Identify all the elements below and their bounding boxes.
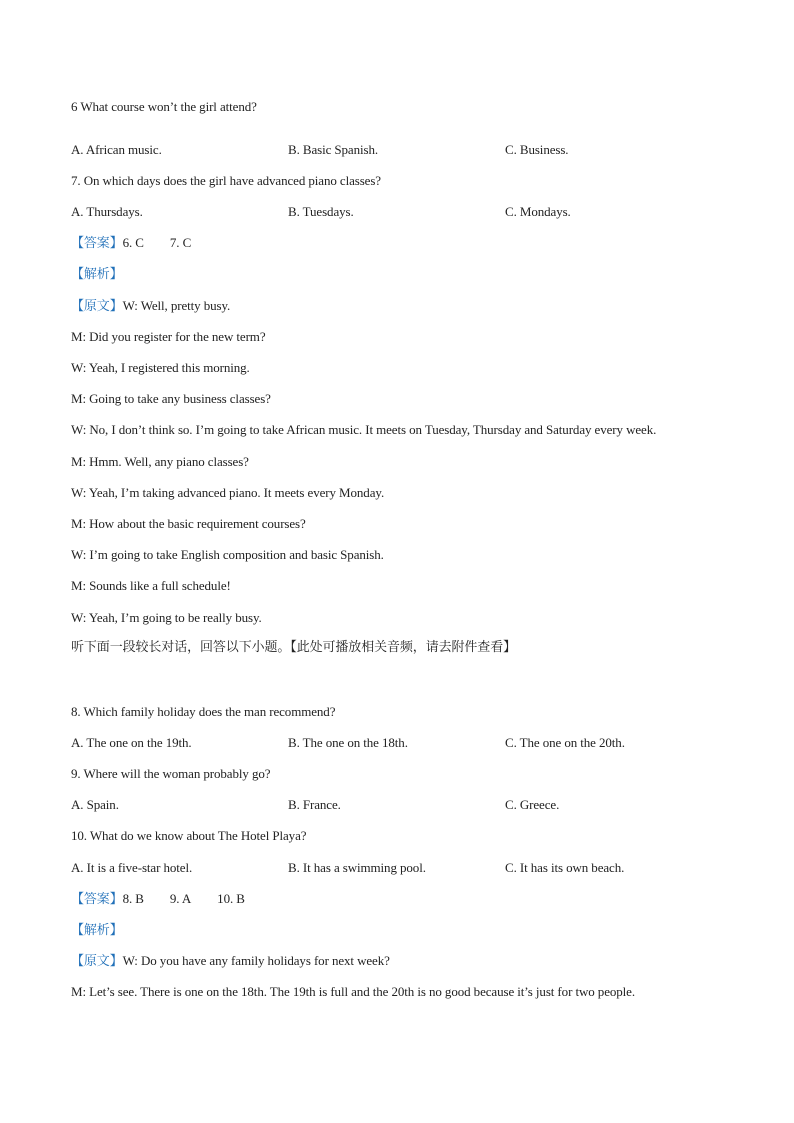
answer-value: 7. C [169,235,192,250]
analysis-tag: 【解析】 [71,923,123,938]
q8-option-a: A. The one on the 19th. [71,735,192,750]
q8-option-c: C. The one on the 20th. [505,735,625,750]
transcript-line: W: Yeah, I’m taking advanced piano. It meets every Monday. [71,485,385,500]
transcript-line: W: Yeah, I registered this morning. [71,360,250,375]
transcript-line: M: Sounds like a full schedule! [71,578,231,593]
question-7: 7. On which days does the girl have advanced piano classes? [71,173,381,188]
q7-option-c: C. Mondays. [505,204,571,219]
transcript-line: M: Let’s see. There is one on the 18th. The 19th is full and the 20th is no good because it’s just for two people. [71,984,635,999]
question-8: 8. Which family holiday does the man recommend? [71,704,336,719]
q10-option-c: C. It has its own beach. [505,860,625,875]
transcript-text: W: Do you have any family holidays for next week? [122,953,390,968]
q10-option-b: B. It has a swimming pool. [288,860,426,875]
question-10: 10. What do we know about The Hotel Playa? [71,828,307,843]
answer-tag: 【答案】 [71,892,123,907]
listening-instruction: 听下面一段较长对话，回答以下小题。【此处可播放相关音频，请去附件查看】 [71,640,517,655]
transcript-line: W: No, I don’t think so. I’m going to take African music. It meets on Tuesday, Thursday and Saturday every week. [71,422,657,437]
transcript-line: M: Did you register for the new term? [71,329,266,344]
answer-value: 8. B [122,891,144,906]
transcript-line: W: Yeah, I’m going to be really busy. [71,610,262,625]
answer-tag: 【答案】 [71,236,123,251]
analysis-heading [71,922,123,939]
transcript-line: W: I’m going to take English composition and basic Spanish. [71,547,384,562]
answer-line [71,891,245,908]
answer-value: 9. A [169,891,192,906]
q9-option-a: A. Spain. [71,797,119,812]
transcript-line: M: How about the basic requirement courses? [71,516,306,531]
q9-option-c: C. Greece. [505,797,560,812]
analysis-tag: 【解析】 [71,267,123,282]
q6-option-b: B. Basic Spanish. [288,142,379,157]
q8-option-b: B. The one on the 18th. [288,735,408,750]
answer-line [71,235,191,252]
q6-option-a: A. African music. [71,142,162,157]
transcript-tag: 【原文】 [71,954,123,969]
answer-value: 6. C [122,235,144,250]
question-9: 9. Where will the woman probably go? [71,766,271,781]
q6-option-c: C. Business. [505,142,569,157]
q9-option-b: B. France. [288,797,341,812]
q7-option-b: B. Tuesdays. [288,204,354,219]
analysis-heading [71,266,123,283]
transcript-line: M: Hmm. Well, any piano classes? [71,454,249,469]
q10-option-a: A. It is a five-star hotel. [71,860,193,875]
transcript-text: W: Well, pretty busy. [122,298,231,313]
question-6: 6 What course won’t the girl attend? [71,99,257,114]
transcript-tag: 【原文】 [71,299,123,314]
transcript-line: M: Going to take any business classes? [71,391,271,406]
q7-option-a: A. Thursdays. [71,204,143,219]
answer-value: 10. B [217,891,245,906]
transcript-line [71,953,390,970]
transcript-line [71,298,230,315]
